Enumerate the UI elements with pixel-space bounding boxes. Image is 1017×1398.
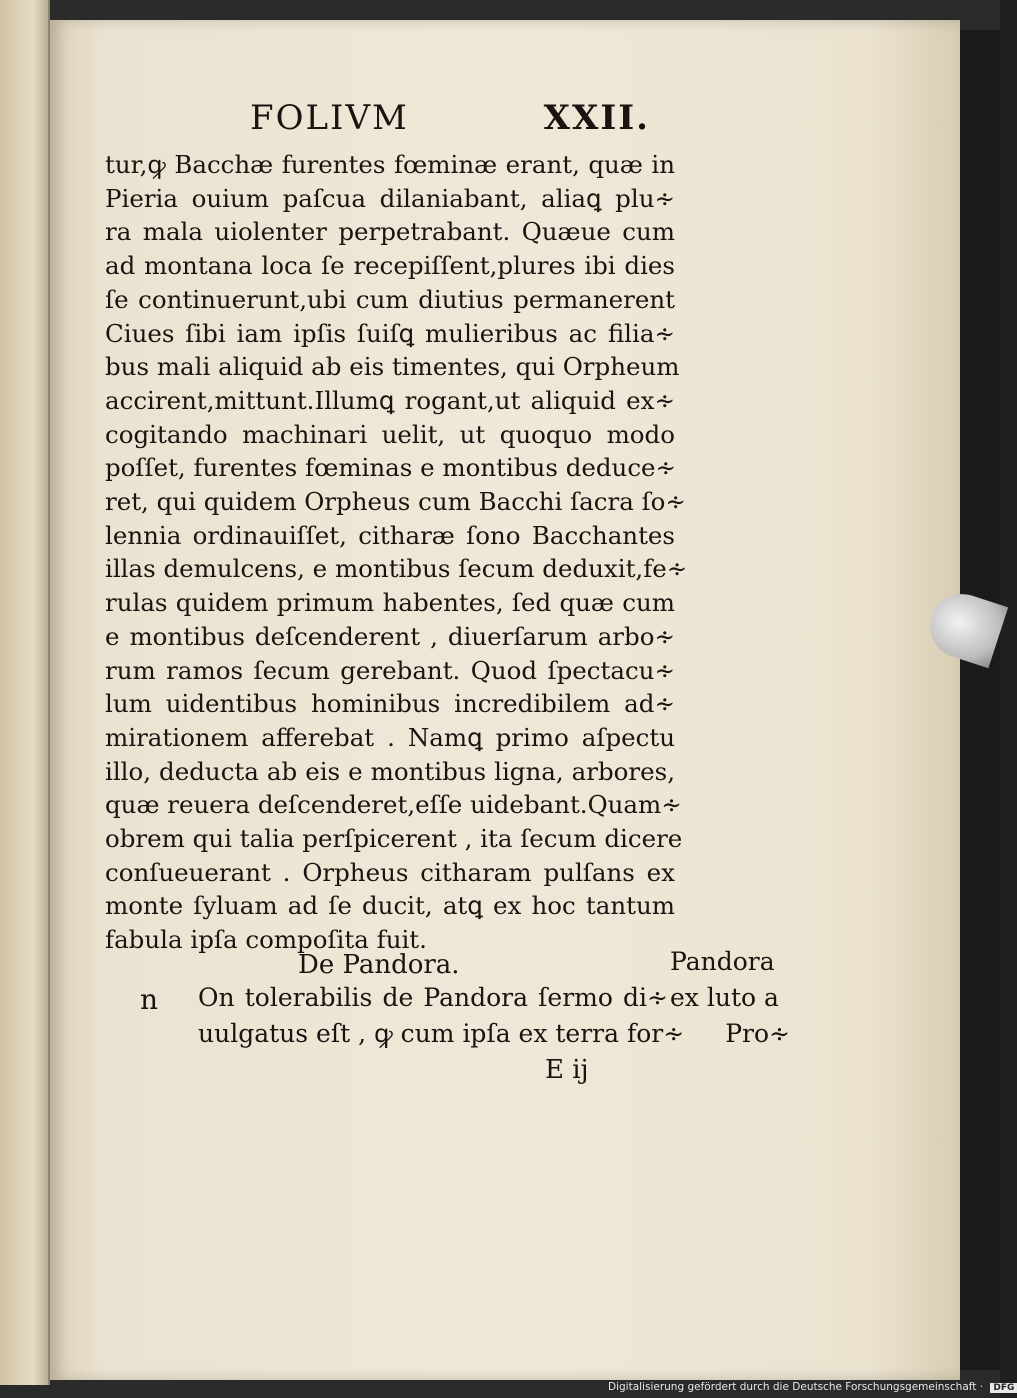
text-line: mirationem afferebat . Namꝗ primo aſpectu (105, 722, 675, 752)
text-line: lum uidentibus hominibus incredibilem ad∻ (105, 689, 675, 719)
section-heading: De Pandora. (298, 950, 460, 980)
text-line: rulas quidem primum habentes, ſed quæ cum (105, 588, 675, 618)
text-line: e montibus deſcenderent , diuerſarum arbo∻ (105, 621, 675, 651)
credit-text: Digitalisierung gefördert durch die Deutsche Forschungsgemeinschaft · (608, 1381, 984, 1393)
text-line: ra mala uiolenter perpetrabant. Quæue cum (105, 217, 675, 247)
signature-mark: E ij (545, 1055, 589, 1085)
text-line: fabula ipſa compoſita fuit. (105, 925, 427, 955)
text-line: ret, qui quidem Orpheus cum Bacchi ſacra ſo∻ (105, 487, 686, 517)
text-line: poſſet, furentes fœminas e montibus deduce∻ (105, 453, 677, 483)
digitization-credit (608, 1381, 1017, 1393)
drop-initial: n (140, 983, 159, 1016)
text-line: accirent,mittunt.Illumꝗ rogant,ut aliquid ex∻ (105, 385, 675, 415)
text-line: Ciues ſibi iam ipſis ſuiſꝗ mulieribus ac filia∻ (105, 318, 675, 348)
marginal-line: Pandora (670, 947, 775, 976)
text-line: ſe continuerunt,ubi cum diutius permanerent (105, 284, 675, 314)
main-text-block (105, 148, 688, 957)
dfg-logo-icon: DFG (990, 1383, 1017, 1393)
text-line: lennia ordinauiſſet, citharæ ſono Bacchantes (105, 520, 675, 550)
text-line: bus mali aliquid ab eis timentes, qui Orpheum (105, 352, 680, 382)
text-line: rum ramos ſecum gerebant. Quod ſpectacu∻ (105, 655, 675, 685)
text-line: ad montana loca ſe recepiſſent,plures ibi dies (105, 251, 675, 281)
text-line: cogitando machinari uelit, ut quoquo modo (105, 419, 675, 449)
text-line: quæ reuera deſcenderet,eſſe uidebant.Quam∻ (105, 790, 682, 820)
left-page-edge (0, 0, 50, 1385)
text-line: On tolerabilis de Pandora ſermo di∻ (198, 983, 668, 1012)
folium-label: FOLIVM (250, 98, 409, 138)
marginal-note (670, 944, 810, 1052)
second-paragraph (198, 980, 685, 1052)
text-line: conſueuerant . Orpheus citharam pulſans ex (105, 857, 675, 887)
text-line: uulgatus eſt , ꝙ cum ipſa ex terra for∻ (198, 1019, 685, 1048)
text-line: monte ſyluam ad ſe ducit, atꝗ ex hoc tantum (105, 891, 675, 921)
text-line: illo, deducta ab eis e montibus ligna, arbores, (105, 756, 675, 786)
text-line: Pieria ouium paſcua dilaniabant, aliaꝗ plu∻ (105, 183, 675, 213)
marginal-line: ex luto a (670, 983, 779, 1012)
text-line: tur,ꝙ Bacchæ furentes fœminæ erant, quæ in (105, 150, 675, 179)
folio-number: XXII. (543, 98, 650, 138)
text-line: obrem qui talia perſpicerent , ita ſecum dicere (105, 824, 683, 854)
marginal-line: Pro∻ (725, 1019, 790, 1048)
page-header (240, 98, 650, 146)
text-line: illas demulcens, e montibus ſecum deduxit,fe∻ (105, 554, 688, 584)
book-cover-edge (958, 30, 1000, 1370)
